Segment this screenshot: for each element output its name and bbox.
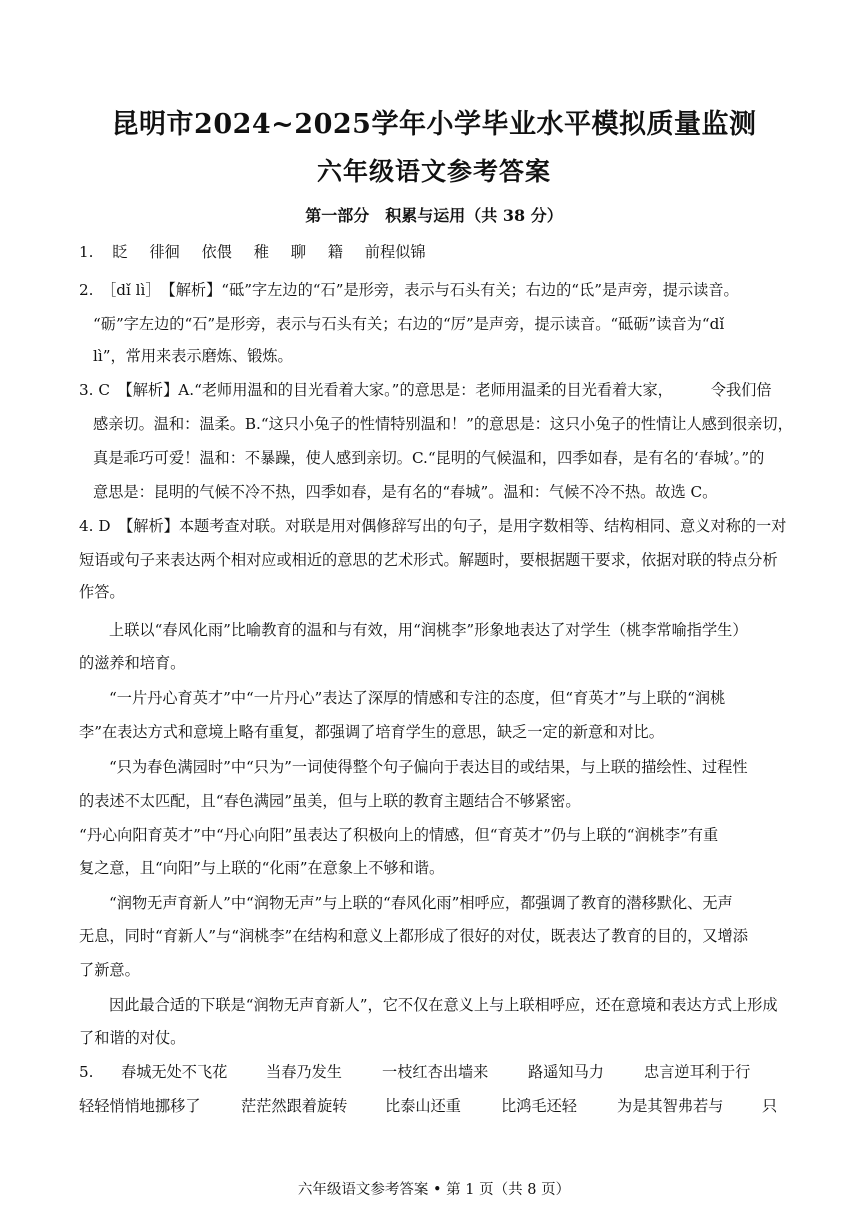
answer-item: 路遥知马力 xyxy=(528,1063,604,1081)
answer-item: 聊 xyxy=(290,243,306,261)
page-footer: 六年级语文参考答案 • 第 1 页（共 8 页） xyxy=(297,1182,571,1198)
answer-item: 当春乃发生 xyxy=(266,1063,342,1081)
answer-item: 春城无处不飞花 xyxy=(121,1063,228,1081)
question-5-row xyxy=(0,1062,868,1084)
question-4-paragraph: “只为春色满园时”中“只为”一词使得整个句子偏向于表达目的或结果，与上联的描绘性、过程性 xyxy=(109,758,748,776)
answer-item: 一枝红杏出墙来 xyxy=(382,1063,489,1081)
question-4-paragraph: “丹心向阳育英才”中“丹心向阳”虽表达了积极向上的情感，但“育英才”仍与上联的“润桃李”有重 xyxy=(79,826,719,844)
answer-item: 忠言逆耳利于行 xyxy=(644,1063,751,1081)
question-4-line: 4. D 【解析】本题考查对联。对联是用对偶修辞写出的句子，是用字数相等、结构相同、意义对称的一对 xyxy=(79,517,787,535)
question-4-line: 短语或句子来表达两个相对应或相近的意思的艺术形式。解题时，要根据题干要求，依据对联的特点分析 xyxy=(79,551,778,569)
question-1 xyxy=(79,242,443,262)
question-3-line: 感亲切。温和：温柔。B.“这只小兔子的性情特别温和！”的意思是：这只小兔子的性情让人感到很亲切， xyxy=(93,415,793,433)
answer-item: 徘徊 xyxy=(149,243,180,261)
answer-item: 比鸿毛还轻 xyxy=(501,1097,577,1115)
question-2-line: “砺”字左边的“石”是形旁，表示与石头有关；右边的“厉”是声旁，提示读音。“砥砺”读音为“dǐ xyxy=(93,315,725,333)
question-4-paragraph: “一片丹心育英才”中“一片丹心”表达了深厚的情感和专注的态度，但“育英才”与上联的“润桃 xyxy=(109,689,726,707)
section-heading: 第一部分 积累与运用（共 38 分） xyxy=(305,206,563,225)
answer-item: 前程似锦 xyxy=(364,243,426,261)
answer-item: 轻轻悄悄地挪移了 xyxy=(79,1097,201,1115)
question-2-line: lì”，常用来表示磨炼、锻炼。 xyxy=(93,347,293,365)
question-4-paragraph: 因此最合适的下联是“润物无声育新人”，它不仅在意义上与上联相呼应，还在意境和表达方式上形成 xyxy=(109,996,778,1014)
question-3-line: 意思是：昆明的气候不冷不热，四季如春，是有名的“春城”。温和：气候不冷不热。故选 C。 xyxy=(93,483,718,501)
question-4-paragraph: 上联以“春风化雨”比喻教育的温和与有效，用“润桃李”形象地表达了对学生（桃李常喻指学生） xyxy=(109,621,748,639)
question-number: 5. xyxy=(79,1063,94,1081)
question-3-line: 3. C 【解析】A.“老师用温和的目光看着大家。”的意思是：老师用温柔的目光看着大家， 令我们倍 xyxy=(79,381,772,399)
answer-item: 依偎 xyxy=(201,243,232,261)
question-4-line: 李”在表达方式和意境上略有重复，都强调了培育学生的意思，缺乏一定的新意和对比。 xyxy=(79,723,664,741)
question-4-line: 了和谐的对仗。 xyxy=(79,1029,186,1047)
question-4-paragraph: “润物无声育新人”中“润物无声”与上联的“春风化雨”相呼应，都强调了教育的潜移默化、无声 xyxy=(109,894,733,912)
answer-item: 茫茫然跟着旋转 xyxy=(241,1097,348,1115)
question-2-line: 2. ［dǐ lì］ 【解析】“砥”字左边的“石”是形旁，表示与石头有关；右边的“氐”是声旁，提示读音。 xyxy=(79,281,739,299)
answer-item: 为是其智弗若与 xyxy=(617,1097,724,1115)
answer-item: 眨 xyxy=(112,243,128,261)
answer-item: 稚 xyxy=(253,243,269,261)
question-number: 1. xyxy=(79,243,94,261)
question-4-line: 了新意。 xyxy=(79,961,140,979)
question-5-row xyxy=(0,1096,868,1118)
question-4-line: 无息，同时“育新人”与“润桃李”在结构和意义上都形成了很好的对仗，既表达了教育的目的，又增添 xyxy=(79,927,748,945)
exam-title: 昆明市2024~2025学年小学毕业水平模拟质量监测 xyxy=(111,109,757,140)
question-3-line: 真是乖巧可爱！温和：不暴躁，使人感到亲切。C.“昆明的气候温和，四季如春，是有名的‘春城’。”的 xyxy=(93,449,765,467)
question-4-line: 复之意，且“向阳”与上联的“化雨”在意象上不够和谐。 xyxy=(79,859,445,877)
answer-item: 籍 xyxy=(327,243,343,261)
answer-item: 比泰山还重 xyxy=(385,1097,461,1115)
question-4-line: 作答。 xyxy=(79,583,125,601)
answer-item: 只 xyxy=(762,1097,778,1115)
exam-subtitle: 六年级语文参考答案 xyxy=(316,157,551,186)
question-4-line: 的表述不太匹配，且“春色满园”虽美，但与上联的教育主题结合不够紧密。 xyxy=(79,792,581,810)
question-4-line: 的滋养和培育。 xyxy=(79,654,186,672)
